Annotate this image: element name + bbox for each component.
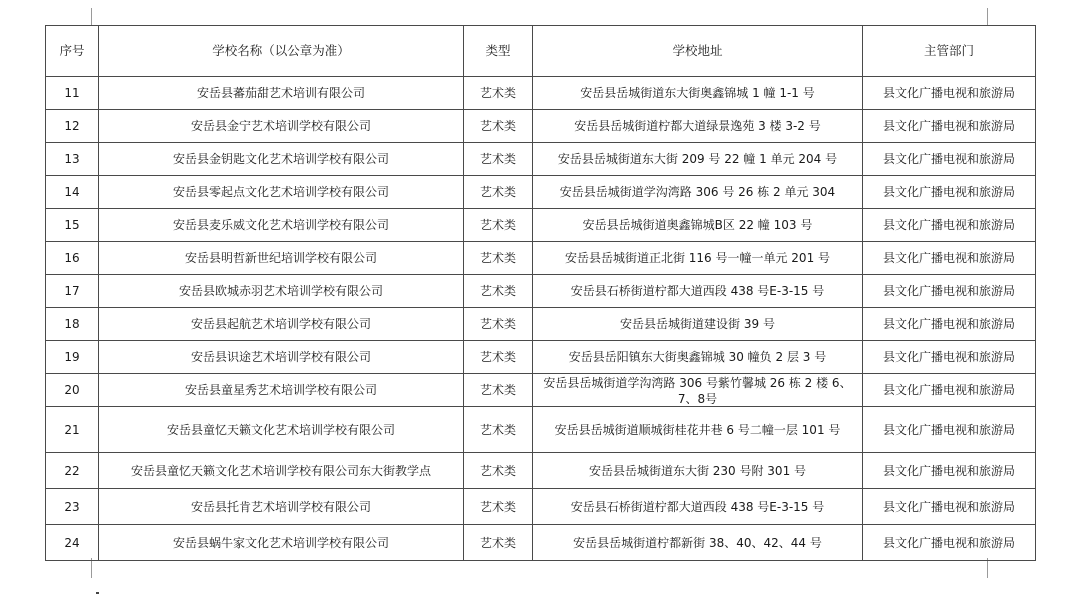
cell-name: 安岳县蕃茄甜艺术培训有限公司 [99,77,464,110]
cell-address: 安岳县石桥街道柠都大道西段 438 号E-3-15 号 [533,489,863,525]
table-row [46,110,1036,143]
table-row [46,407,1036,453]
cell-address: 安岳县岳城街道东大街 230 号附 301 号 [533,453,863,489]
cell-no: 19 [46,341,99,374]
table-header-row [46,26,1036,77]
cell-type: 艺术类 [464,143,533,176]
table-row [46,275,1036,308]
cell-name: 安岳县起航艺术培训学校有限公司 [99,308,464,341]
crop-mark-bottom-left [91,558,92,578]
cell-no: 11 [46,77,99,110]
table-row [46,143,1036,176]
cell-dept: 县文化广播电视和旅游局 [863,407,1036,453]
cell-name: 安岳县童忆天籁文化艺术培训学校有限公司东大街教学点 [99,453,464,489]
table-row [46,489,1036,525]
table-row [46,374,1036,407]
cell-address: 安岳县岳城街道东大街奥鑫锦城 1 幢 1-1 号 [533,77,863,110]
header-address: 学校地址 [533,26,863,77]
cell-no: 21 [46,407,99,453]
cell-dept: 县文化广播电视和旅游局 [863,308,1036,341]
cell-no: 15 [46,209,99,242]
cell-name: 安岳县零起点文化艺术培训学校有限公司 [99,176,464,209]
cell-type: 艺术类 [464,525,533,561]
school-registry-table [45,25,1036,561]
cell-type: 艺术类 [464,341,533,374]
table-row [46,308,1036,341]
cell-address: 安岳县岳城街道东大街 209 号 22 幢 1 单元 204 号 [533,143,863,176]
table-row [46,341,1036,374]
cell-type: 艺术类 [464,275,533,308]
cell-type: 艺术类 [464,407,533,453]
cell-name: 安岳县金宁艺术培训学校有限公司 [99,110,464,143]
header-name: 学校名称（以公章为准） [99,26,464,77]
cell-address: 安岳县岳城街道正北街 116 号一幢一单元 201 号 [533,242,863,275]
cell-type: 艺术类 [464,242,533,275]
cell-dept: 县文化广播电视和旅游局 [863,110,1036,143]
cell-type: 艺术类 [464,209,533,242]
cell-name: 安岳县童忆天籁文化艺术培训学校有限公司 [99,407,464,453]
cell-name: 安岳县麦乐威文化艺术培训学校有限公司 [99,209,464,242]
cell-no: 24 [46,525,99,561]
cell-name: 安岳县欧城赤羽艺术培训学校有限公司 [99,275,464,308]
cell-type: 艺术类 [464,77,533,110]
table-row [46,176,1036,209]
cell-type: 艺术类 [464,176,533,209]
cell-no: 22 [46,453,99,489]
cell-name: 安岳县童星秀艺术培训学校有限公司 [99,374,464,407]
crop-mark-top-left [91,8,92,25]
cell-address-text: 安岳县岳城街道学沟湾路 306 号紫竹馨城 26 栋 2 楼 6、7、8号 [543,376,852,405]
cell-address [533,374,863,407]
table-row [46,453,1036,489]
cell-address: 安岳县岳城街道顺城街桂花井巷 6 号二幢一层 101 号 [533,407,863,453]
cell-type: 艺术类 [464,374,533,407]
table-row [46,242,1036,275]
cell-type: 艺术类 [464,308,533,341]
cell-address: 安岳县岳城街道柠都大道绿景逸苑 3 楼 3-2 号 [533,110,863,143]
cell-no: 23 [46,489,99,525]
cell-no: 14 [46,176,99,209]
cell-address: 安岳县岳城街道建设街 39 号 [533,308,863,341]
cell-name: 安岳县蜗牛家文化艺术培训学校有限公司 [99,525,464,561]
header-no: 序号 [46,26,99,77]
header-dept: 主管部门 [863,26,1036,77]
cell-address: 安岳县石桥街道柠都大道西段 438 号E-3-15 号 [533,275,863,308]
cell-dept: 县文化广播电视和旅游局 [863,242,1036,275]
cell-name: 安岳县托肯艺术培训学校有限公司 [99,489,464,525]
cell-type: 艺术类 [464,110,533,143]
table-row [46,77,1036,110]
cell-dept: 县文化广播电视和旅游局 [863,374,1036,407]
cell-dept: 县文化广播电视和旅游局 [863,176,1036,209]
cell-address: 安岳县岳城街道奥鑫锦城B区 22 幢 103 号 [533,209,863,242]
cell-address: 安岳县岳阳镇东大街奥鑫锦城 30 幢负 2 层 3 号 [533,341,863,374]
cell-dept: 县文化广播电视和旅游局 [863,341,1036,374]
cell-dept: 县文化广播电视和旅游局 [863,453,1036,489]
cell-address: 安岳县岳城街道学沟湾路 306 号 26 栋 2 单元 304 [533,176,863,209]
cell-no: 12 [46,110,99,143]
table-row [46,525,1036,561]
cell-no: 18 [46,308,99,341]
cell-dept: 县文化广播电视和旅游局 [863,143,1036,176]
cell-dept: 县文化广播电视和旅游局 [863,209,1036,242]
cell-no: 20 [46,374,99,407]
cell-type: 艺术类 [464,489,533,525]
cell-no: 13 [46,143,99,176]
cell-address: 安岳县岳城街道柠都新街 38、40、42、44 号 [533,525,863,561]
cell-dept: 县文化广播电视和旅游局 [863,489,1036,525]
header-type: 类型 [464,26,533,77]
cell-dept: 县文化广播电视和旅游局 [863,525,1036,561]
cell-dept: 县文化广播电视和旅游局 [863,77,1036,110]
cell-type: 艺术类 [464,453,533,489]
table-row [46,209,1036,242]
cell-name: 安岳县识途艺术培训学校有限公司 [99,341,464,374]
crop-mark-top-right [987,8,988,25]
cell-name: 安岳县金钥匙文化艺术培训学校有限公司 [99,143,464,176]
cell-name: 安岳县明哲新世纪培训学校有限公司 [99,242,464,275]
cell-no: 17 [46,275,99,308]
cell-dept: 县文化广播电视和旅游局 [863,275,1036,308]
stray-mark [96,592,99,594]
crop-mark-bottom-right [987,558,988,578]
cell-no: 16 [46,242,99,275]
